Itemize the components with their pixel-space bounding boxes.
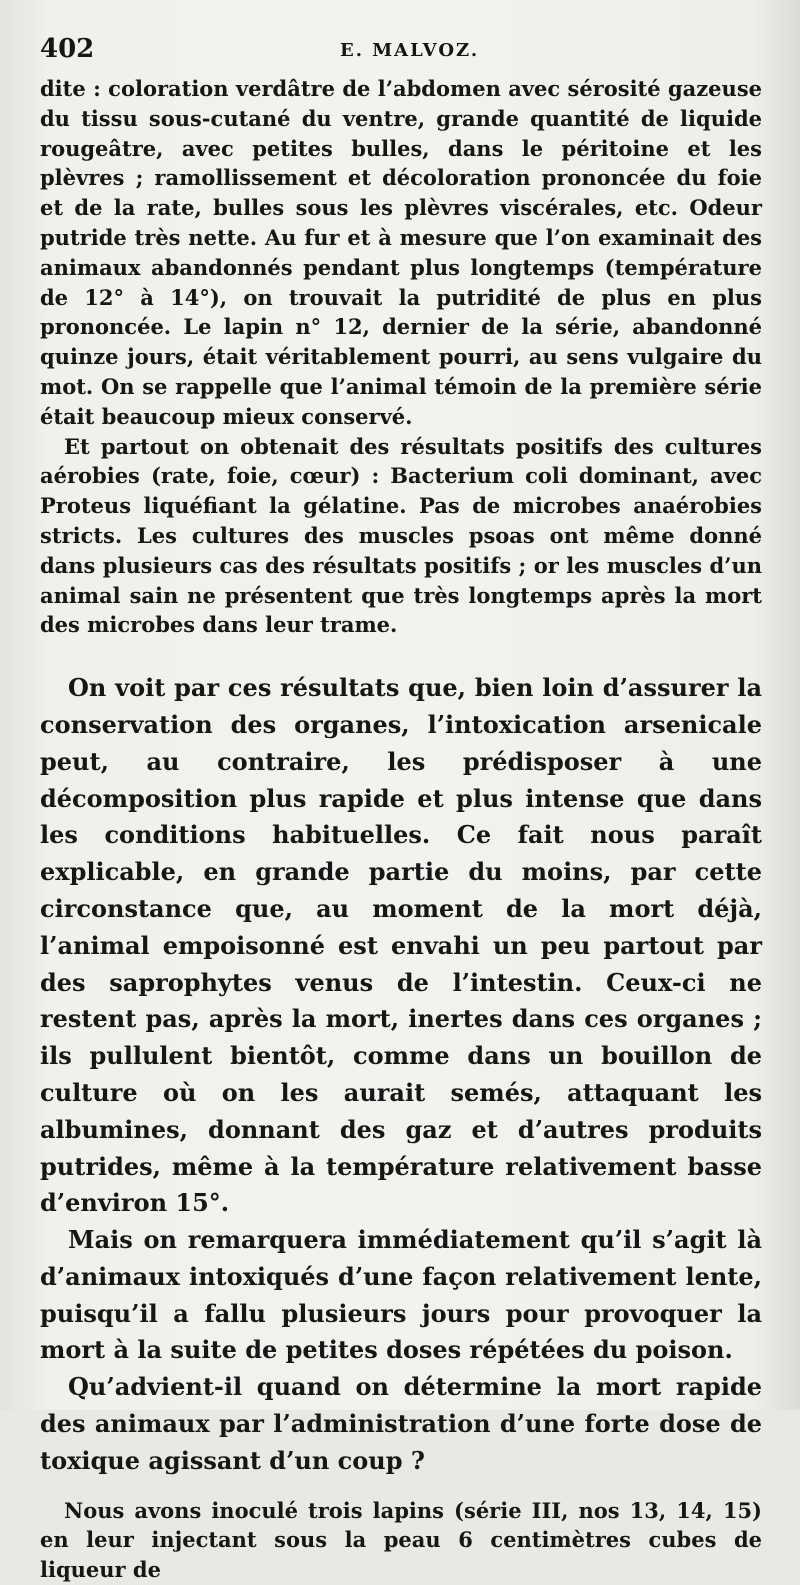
body-text [40, 74, 762, 1585]
paragraph-1: dite : coloration verdâtre de l’abdomen avec sérosité gazeuse du tissu sous-cutané du ventre, grande quantité de liquide rougeâtre, avec petites bulles, dans le péritoine et les plèvres ; ramollissement et décoloration prononcée du foie et de la rate, bulles sous les plèvres viscérales, etc. Odeur putride très nette. Au fur et à mesure que l’on examinait des animaux abandonnés pendant plus longtemps (température de 12° à 14°), on trouvait la putridité de plus en plus prononcée. Le lapin n° 12, dernier de la série, abandonné quinze jours, était véritablement pourri, au sens vulgaire du mot. On se rappelle que l’animal témoin de la première série était beaucoup mieux conservé. [40, 76, 762, 429]
paragraph-5: Qu’advient-il quand on détermine la mort rapide des animaux par l’administration d’une forte dose de toxique agissant d’un coup ? [40, 1372, 762, 1475]
paragraph-spacer [40, 640, 762, 670]
paragraph-spacer [40, 1480, 762, 1496]
paragraph-2: Et partout on obtenait des résultats positifs des cultures aérobies (rate, foie, cœur) : Bacterium coli dominant, avec Proteus liquéfiant la gélatine. Pas de microbes anaérobies stricts. Les cultures des muscles psoas ont même donné dans plusieurs cas des résultats positifs ; or les muscles d’un animal sain ne présentent que très longtemps après la mort des microbes dans leur trame. [40, 433, 762, 638]
paragraph-6: Nous avons inoculé trois lapins (série III, nos 13, 14, 15) en leur injectant sous la peau 6 centimètres cubes de liqueur de [40, 1497, 762, 1583]
page-header [40, 34, 760, 74]
running-head: E. MALVOZ. [340, 40, 480, 61]
paragraph-4: Mais on remarquera immédiatement qu’il s’agit là d’animaux intoxiqués d’une façon relativement lente, puisqu’il a fallu plusieurs jours pour provoquer la mort à la suite de petites doses répétées du poison. [40, 1225, 762, 1365]
page-number: 402 [40, 34, 95, 64]
paragraph-3: On voit par ces résultats que, bien loin d’assurer la conservation des organes, l’intoxication arsenicale peut, au contraire, les prédisposer à une décomposition plus rapide et plus intense que dans les conditions habituelles. Ce fait nous paraît explicable, en grande partie du moins, par cette circonstance que, au moment de la mort déjà, l’animal empoisonné est envahi un peu partout par des saprophytes venus de l’intestin. Ceux-ci ne restent pas, après la mort, inertes dans ces organes ; ils pullulent bientôt, comme dans un bouillon de culture où on les aurait semés, attaquant les albumines, donnant des gaz et d’autres produits putrides, même à la température relativement basse d’environ 15°. [40, 673, 762, 1218]
